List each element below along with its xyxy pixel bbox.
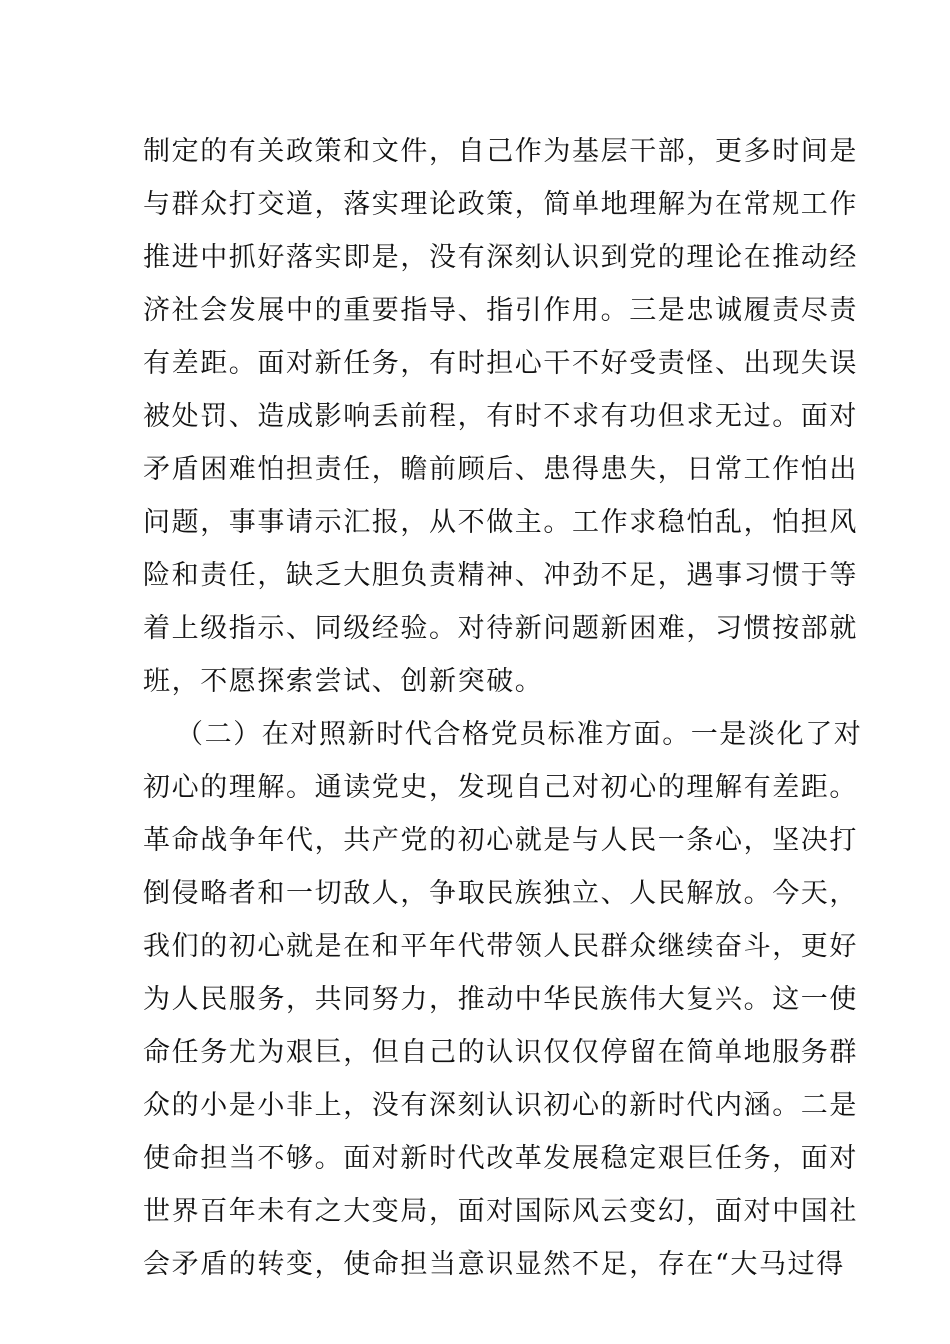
- text-line-13: 初心的理解。通读党史，发现自己对初心的理解有差距。: [143, 772, 858, 803]
- text-line-18: 命任务尤为艰巨，但自己的认识仅仅停留在简单地服务群: [143, 1037, 858, 1068]
- text-line-10: 着上级指示、同级经验。对待新问题新困难，习惯按部就: [143, 613, 858, 644]
- document-body: [143, 125, 863, 1291]
- text-line-19: 众的小是小非上，没有深刻认识初心的新时代内涵。二是: [143, 1090, 858, 1121]
- text-line-21: 世界百年未有之大变局，面对国际风云变幻，面对中国社: [143, 1196, 858, 1227]
- text-line-9: 险和责任，缺乏大胆负责精神、冲劲不足，遇事习惯于等: [143, 560, 858, 591]
- text-line-17: 为人民服务，共同努力，推动中华民族伟大复兴。这一使: [143, 984, 858, 1015]
- text-line-5: 有差距。面对新任务，有时担心干不好受责怪、出现失误: [143, 348, 858, 379]
- text-line-1: 制定的有关政策和文件，自己作为基层干部，更多时间是: [143, 136, 858, 167]
- text-line-6: 被处罚、造成影响丢前程，有时不求有功但求无过。面对: [143, 401, 858, 432]
- text-line-4: 济社会发展中的重要指导、指引作用。三是忠诚履责尽责: [143, 295, 858, 326]
- text-line-11: 班，不愿探索尝试、创新突破。: [143, 666, 544, 697]
- text-line-8: 问题，事事请示汇报，从不做主。工作求稳怕乱，怕担风: [143, 507, 858, 538]
- text-line-7: 矛盾困难怕担责任，瞻前顾后、患得患失，日常工作怕出: [143, 454, 858, 485]
- text-line-14: 革命战争年代，共产党的初心就是与人民一条心，坚决打: [143, 825, 858, 856]
- text-line-15: 倒侵略者和一切敌人，争取民族独立、人民解放。今天，: [143, 878, 858, 909]
- text-line-2: 与群众打交道，落实理论政策，简单地理解为在常规工作: [143, 189, 858, 220]
- text-line-22: 会矛盾的转变，使命担当意识显然不足，存在“大马过得: [143, 1249, 845, 1280]
- section-heading-line: （二）在对照新时代合格党员标准方面。一是淡化了对: [176, 719, 863, 750]
- text-line-16: 我们的初心就是在和平年代带领人民群众继续奋斗，更好: [143, 931, 858, 962]
- text-line-3: 推进中抓好落实即是，没有深刻认识到党的理论在推动经: [143, 242, 858, 273]
- text-line-20: 使命担当不够。面对新时代改革发展稳定艰巨任务，面对: [143, 1143, 858, 1174]
